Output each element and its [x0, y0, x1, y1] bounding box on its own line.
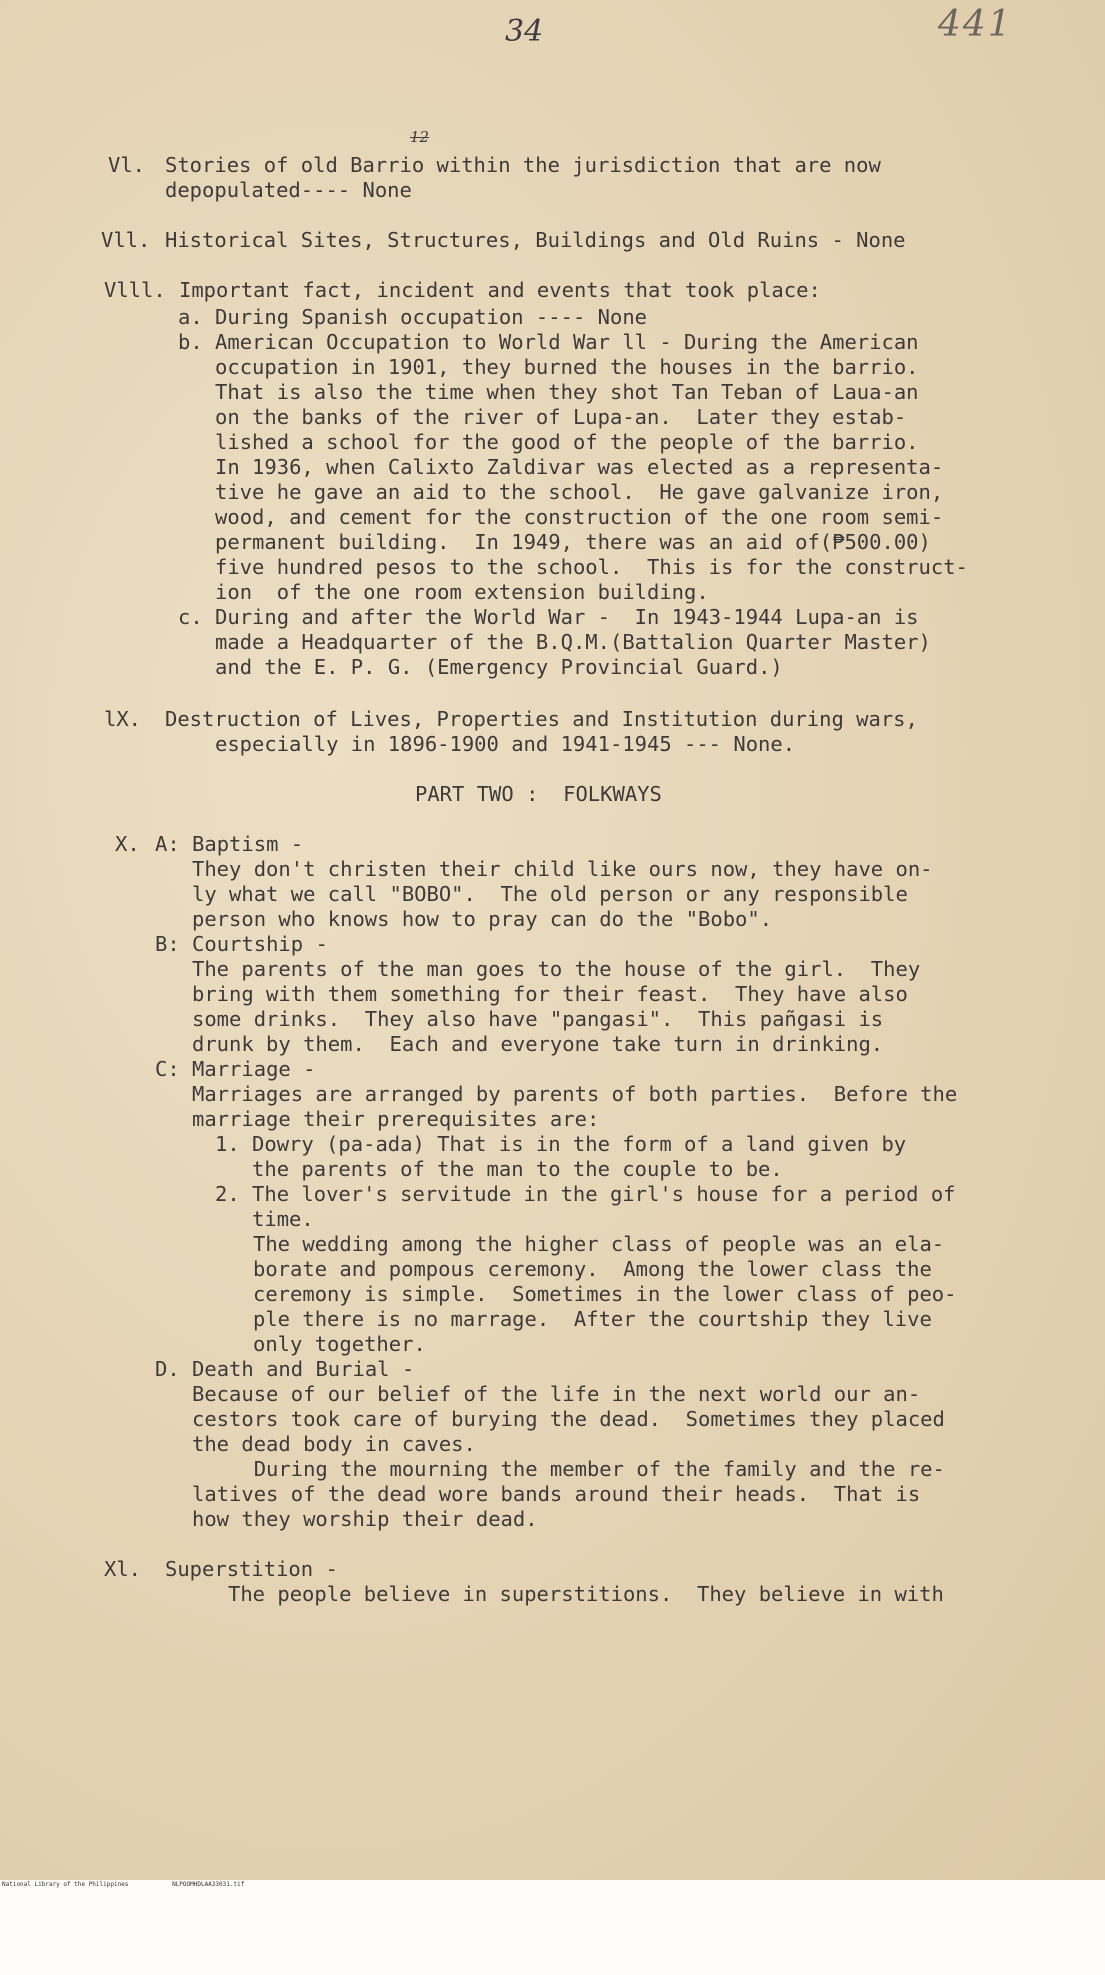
section-x-a-heading: A: Baptism - [155, 832, 304, 856]
handwritten-archive-number: 441 [938, 4, 1013, 45]
section-x-d-line: cestors took care of burying the dead. Sometimes they placed [192, 1407, 945, 1431]
section-x-c-list-line: 1. Dowry (pa-ada) That is in the form of a land given by [215, 1132, 907, 1156]
section-x-c-list-line: time. [215, 1207, 314, 1231]
section-vi-line-2: depopulated---- None [165, 178, 412, 202]
section-x-c-para-line: only together. [253, 1332, 426, 1356]
section-viii-b-line: lished a school for the good of the people of the barrio. [178, 430, 919, 454]
section-x-b-line: bring with them something for their feast. They have also [192, 982, 908, 1006]
section-viii-a: a. During Spanish occupation ---- None [178, 305, 647, 329]
section-viii-c-line: and the E. P. G. (Emergency Provincial Guard.) [178, 655, 783, 679]
section-x-d-para-line: how they worship their dead. [192, 1507, 538, 1531]
section-viii-b-line: ion of the one room extension building. [178, 580, 709, 604]
section-x-c-para-line: The wedding among the higher class of people was an ela- [253, 1232, 945, 1256]
section-ix-line-1: Destruction of Lives, Properties and Institution during wars, [165, 707, 918, 731]
section-viii-b-line: five hundred pesos to the school. This is for the construct- [178, 555, 968, 579]
section-x-b-line: some drinks. They also have "pangasi". This pañgasi is [192, 1007, 884, 1031]
section-vi-line-1: Stories of old Barrio within the jurisdiction that are now [165, 153, 881, 177]
section-viii-b-line: b. American Occupation to World War ll - During the American [178, 330, 919, 354]
section-viii-b-line: tive he gave an aid to the school. He gave galvanize iron, [178, 480, 944, 504]
section-viii-c-line: c. During and after the World War - In 1943-1944 Lupa-an is [178, 605, 919, 629]
section-x-a-line: ly what we call "BOBO". The old person or any responsible [192, 882, 908, 906]
section-viii-b-line: occupation in 1901, they burned the houses in the barrio. [178, 355, 919, 379]
section-x-c-heading: C: Marriage - [155, 1057, 316, 1081]
section-x-c-line: marriage their prerequisites are: [192, 1107, 600, 1131]
typed-page-number: 12 [410, 128, 430, 146]
section-x-d-para-line: latives of the dead wore bands around their heads. That is [192, 1482, 921, 1506]
section-x-d-para-line: During the mourning the member of the family and the re- [192, 1457, 945, 1481]
section-x-c-para-line: borate and pompous ceremony. Among the lower class the [253, 1257, 932, 1281]
section-xi-heading: Superstition - [165, 1557, 338, 1581]
section-x-c-list-line: the parents of the man to the couple to be. [215, 1157, 783, 1181]
section-vii-number: Vll. [101, 228, 151, 252]
section-x-c-line: Marriages are arranged by parents of both parties. Before the [192, 1082, 958, 1106]
section-x-a-line: They don't christen their child like ours now, they have on- [192, 857, 933, 881]
section-x-b-line: drunk by them. Each and everyone take turn in drinking. [192, 1032, 884, 1056]
footer-library: National Library of the Philippines [2, 1881, 129, 1888]
section-xi-line-1: The people believe in superstitions. They believe in with [228, 1582, 944, 1606]
archive-footer [0, 1880, 1105, 1889]
section-x-c-para-line: ple there is no marrage. After the courtship they live [253, 1307, 932, 1331]
footer-file-code: NLPOOMHDLAA33031.tif [172, 1881, 245, 1888]
section-x-b-heading: B: Courtship - [155, 932, 328, 956]
section-viii-b-line: wood, and cement for the construction of the one room semi- [178, 505, 944, 529]
section-viii-heading: Important fact, incident and events that took place: [179, 278, 821, 302]
section-viii-b-line: In 1936, when Calixto Zaldivar was elected as a representa- [178, 455, 944, 479]
section-viii-number: Vlll. [104, 278, 166, 302]
section-viii-b-line: on the banks of the river of Lupa-an. Later they estab- [178, 405, 907, 429]
section-viii-c-line: made a Headquarter of the B.Q.M.(Battalion Quarter Master) [178, 630, 931, 654]
section-x-d-heading: D. Death and Burial - [155, 1357, 415, 1381]
part-two-heading: PART TWO : FOLKWAYS [415, 782, 662, 806]
section-x-d-line: the dead body in caves. [192, 1432, 476, 1456]
section-x-b-line: The parents of the man goes to the house of the girl. They [192, 957, 921, 981]
section-x-c-para-line: ceremony is simple. Sometimes in the lower class of peo- [253, 1282, 957, 1306]
section-ix-number: lX. [104, 707, 142, 731]
section-viii-b-line: That is also the time when they shot Tan Teban of Laua-an [178, 380, 919, 404]
section-ix-line-2: especially in 1896-1900 and 1941-1945 --- None. [215, 732, 796, 756]
section-vi-number: Vl. [108, 153, 146, 177]
section-x-a-line: person who knows how to pray can do the "Bobo". [192, 907, 773, 931]
section-viii-b-line: permanent building. In 1949, there was an aid of(₱500.00) [178, 530, 931, 554]
section-vii-line-1: Historical Sites, Structures, Buildings and Old Ruins - None [165, 228, 906, 252]
section-x-number: X. [115, 832, 140, 856]
section-xi-number: Xl. [104, 1557, 142, 1581]
handwritten-page-number: 34 [505, 14, 544, 49]
section-x-d-line: Because of our belief of the life in the next world our an- [192, 1382, 921, 1406]
section-x-c-list-line: 2. The lover's servitude in the girl's house for a period of [215, 1182, 956, 1206]
